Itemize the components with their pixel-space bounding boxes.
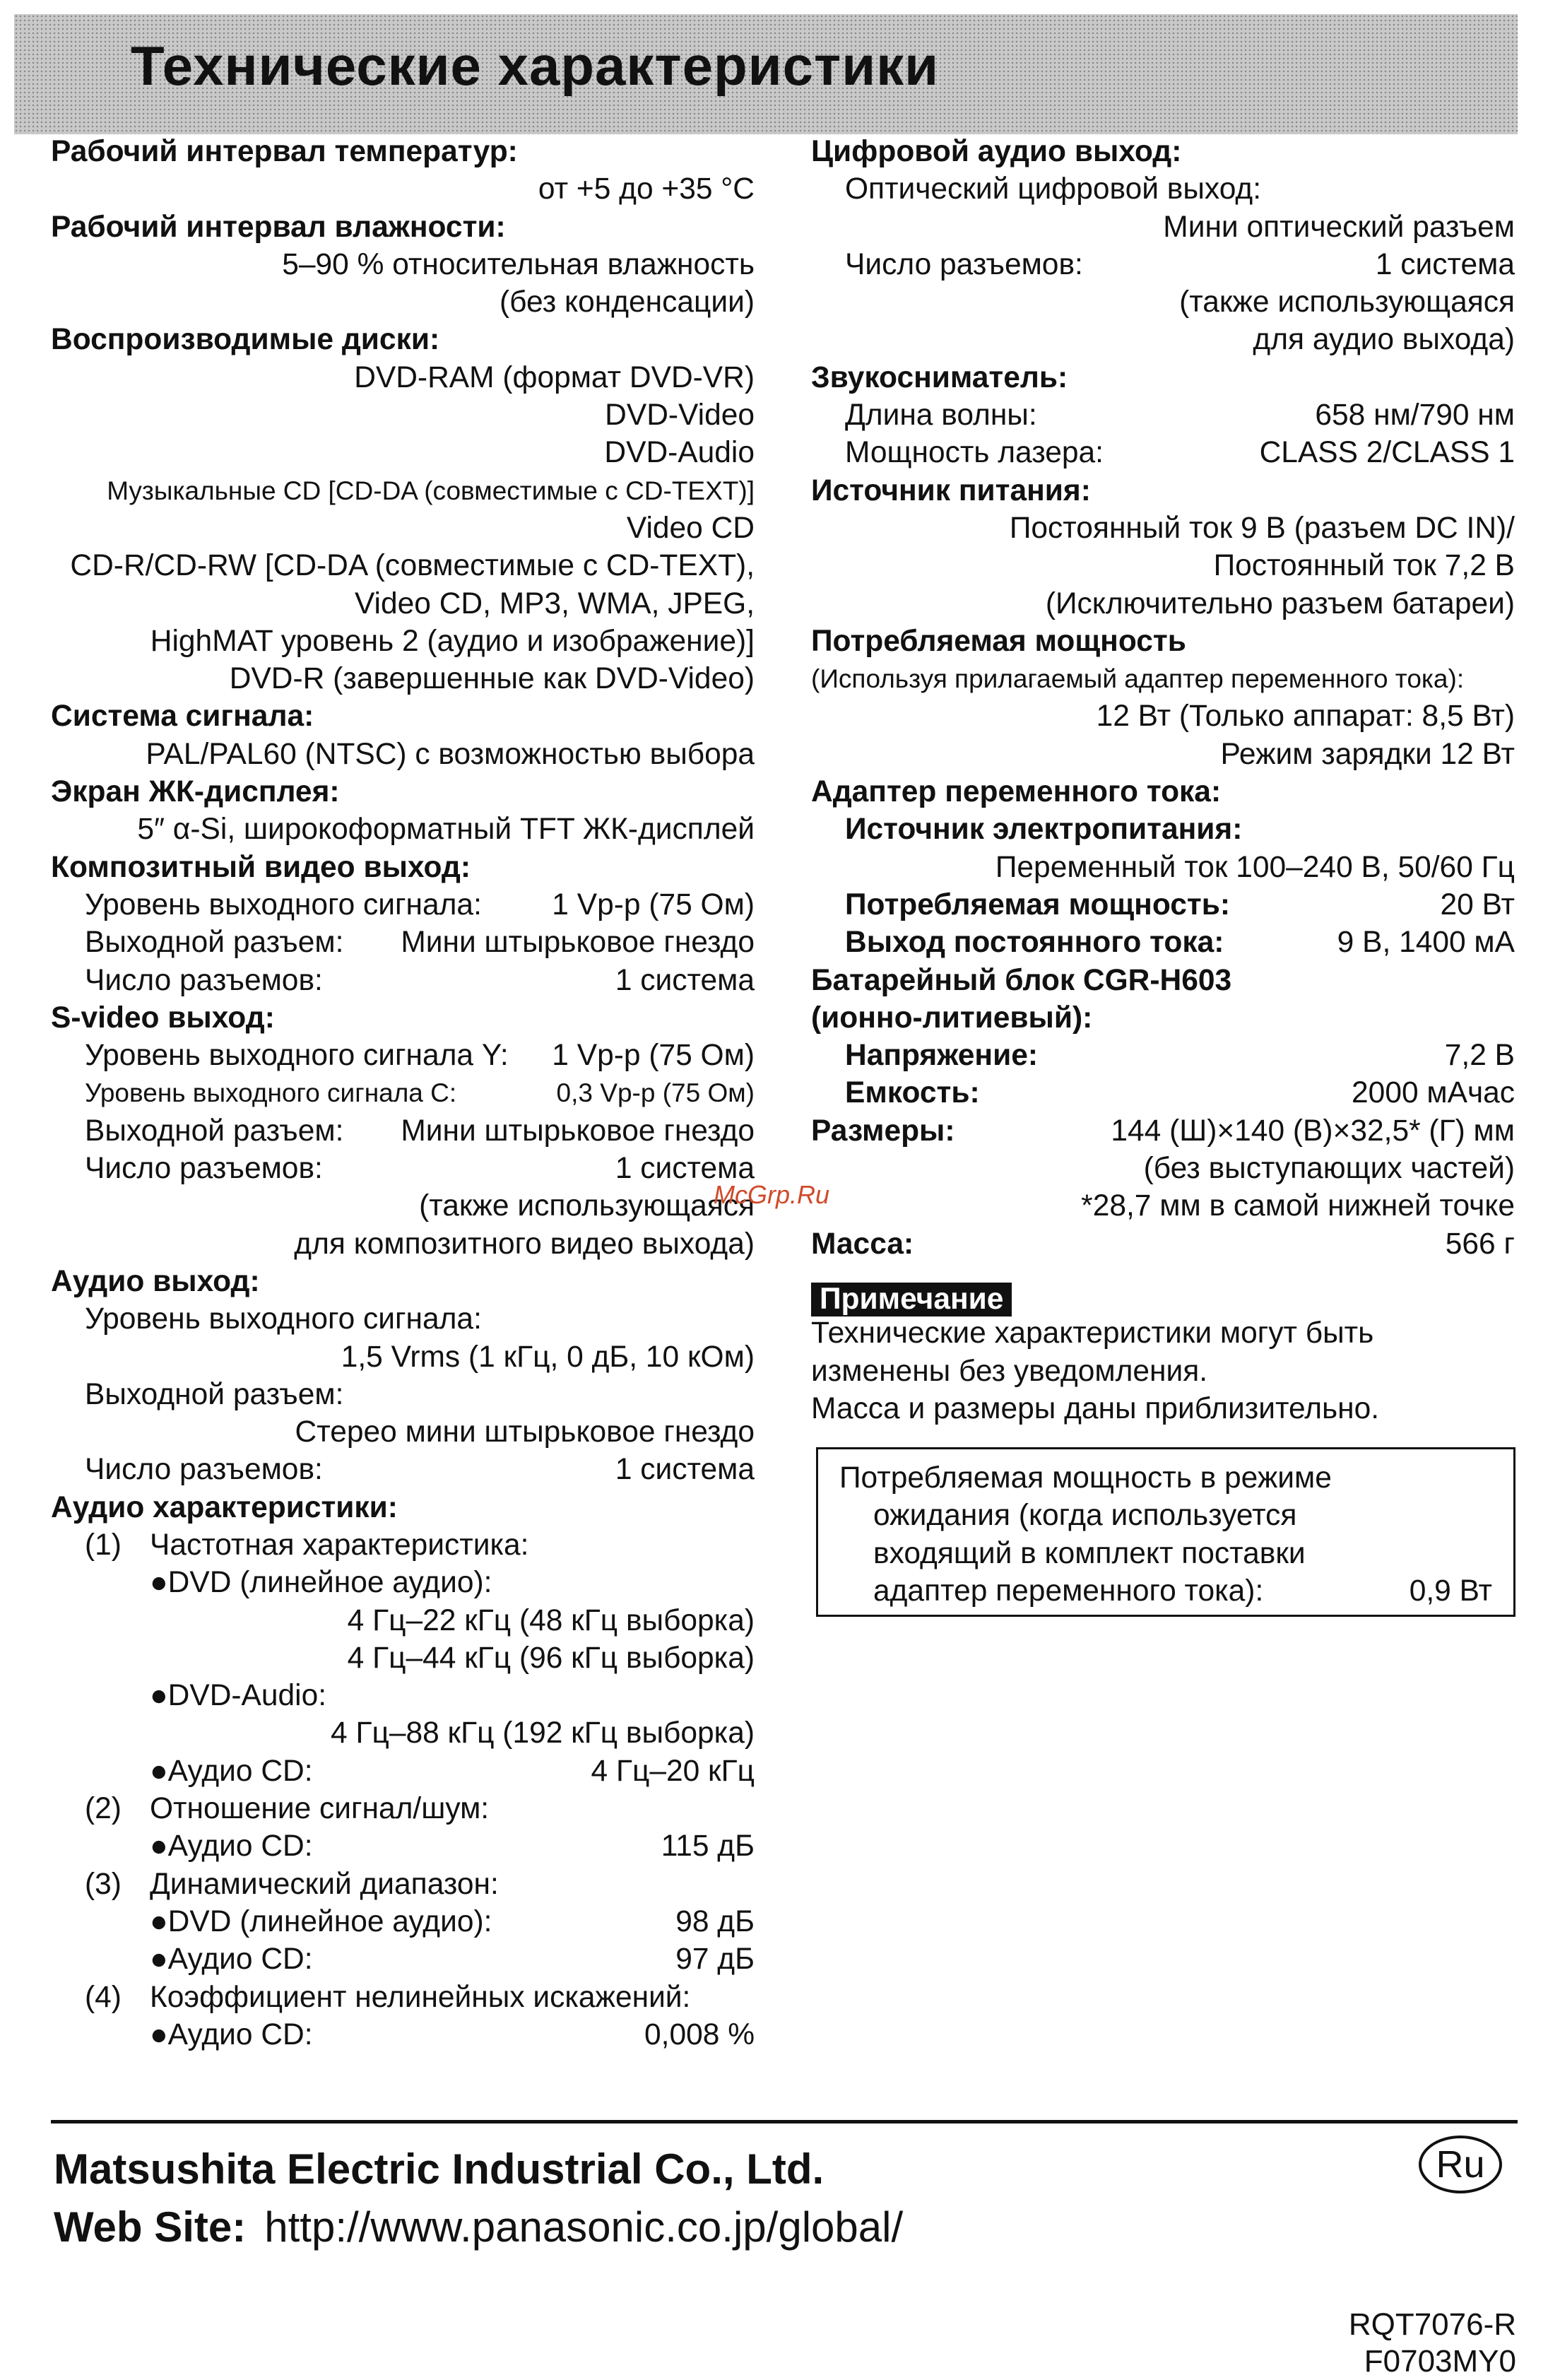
note-label: Примечание [811,1283,1012,1316]
label: Выходной разъем: [85,926,344,960]
disc-item: DVD-Video [605,399,755,432]
value: 0,3 Vp-p (75 Ом) [556,1078,755,1108]
power-source-value: Постоянный ток 9 В (разъем DC IN)/ [1009,511,1515,545]
consumption-heading: Потребляемая мощность [811,624,1186,658]
website-line [54,2199,903,2256]
consumption-value: Режим зарядки 12 Вт [1220,737,1515,771]
footer-rule [51,2120,1518,2123]
value: 1 Vp-p (75 Ом) [552,888,755,921]
svideo-heading: S-video выход: [51,1001,275,1035]
power-source-heading: Источник питания: [811,473,1091,507]
label: Уровень выходного сигнала Y: [85,1039,509,1073]
power-source-value: Постоянный ток 7,2 В [1213,549,1515,583]
dimensions-note: (без выступающих частей) [1143,1152,1515,1186]
audio-out-level-label: Уровень выходного сигнала: [85,1302,482,1336]
box-line: входящий в комплект поставки [873,1536,1306,1570]
thd-row [51,1979,755,2016]
note-text: Технические характеристики могут быть [811,1316,1374,1350]
value: Мини штырьковое гнездо [401,1114,755,1148]
disc-item: DVD-Audio [604,436,755,470]
box-line [839,1572,1492,1610]
freq-dvda-value: 4 Гц–88 кГц (192 кГц выборка) [331,1716,755,1750]
battery-heading: Батарейный блок CGR-H603 [811,963,1232,997]
value: 1 Vp-p (75 Ом) [552,1039,755,1073]
label: Динамический диапазон: [150,1867,499,1901]
digital-note: (также использующаяся [1179,285,1515,319]
signal-value: PAL/PAL60 (NTSC) с возможностью выбора [146,737,755,771]
mass-row [811,1225,1515,1263]
website-label: Web Site: [54,2203,247,2251]
label: Число разъемов: [85,963,323,997]
battery-capacity [811,1074,1515,1112]
company-name: Matsushita Electric Industrial Co., Ltd. [54,2145,825,2193]
disc-item: DVD-R (завершенные как DVD-Video) [229,662,755,696]
composite-level [51,886,755,924]
battery-heading-type: (ионно-литиевый): [811,1001,1093,1035]
ac-dc-output [811,924,1515,961]
power-source-value: (Исключительно разъем батареи) [1045,587,1515,620]
dimensions-row [811,1112,1515,1150]
label: Размеры: [811,1114,955,1148]
audio-out-connector-value: Стерео мини штырьковое гнездо [295,1415,755,1449]
label: Выход постоянного тока: [845,926,1224,960]
pickup-heading: Звукосниматель: [811,360,1068,394]
pickup-wave [811,396,1515,434]
value: CLASS 2/CLASS 1 [1259,436,1515,470]
composite-connector [51,924,755,961]
item-number: (4) [85,1980,122,2014]
composite-heading: Композитный видео выход: [51,850,471,884]
disc-item: CD-R/CD-RW [CD-DA (совместимые с CD-TEXT), [70,549,755,583]
label: Емкость: [845,1076,980,1110]
doc-code: F0703MY0 [1364,2344,1516,2379]
doc-code: RQT7076-R [1348,2307,1516,2342]
label: ●Аудио CD: [150,1943,313,1977]
ac-source-heading: Источник электропитания: [845,813,1243,847]
disc-item: Музыкальные CD [CD-DA (совместимые с CD-TEXT)] [107,476,755,505]
freq-cd-row [51,1752,755,1790]
label: Отношение сигнал/шум: [150,1792,490,1826]
svideo-note: (также использующаяся [419,1189,755,1223]
audio-out-count [51,1451,755,1488]
audio-char-heading: Аудио характеристики: [51,1490,398,1524]
disc-item: Video CD [626,511,755,545]
left-column [51,133,755,2054]
ac-adapter-heading: Адаптер переменного тока: [811,775,1222,809]
value: 566 г [1445,1227,1515,1261]
digital-optical-value: Мини оптический разъем [1163,210,1515,244]
freq-resp-row [51,1526,755,1564]
value: 20 Вт [1440,888,1515,921]
right-column [811,133,1515,1427]
label: Коэффициент нелинейных искажений: [150,1980,691,2014]
value: 144 (Ш)×140 (В)×32,5* (Г) мм [1111,1114,1515,1148]
svideo-note: для композитного видео выхода) [294,1227,755,1261]
humidity-heading: Рабочий интервал влажности: [51,210,506,244]
value: 1 система [1375,247,1515,281]
freq-dvd-label: ●DVD (линейное аудио): [150,1566,492,1600]
dr-cd-row [51,1940,755,1978]
label: Уровень выходного сигнала: [85,888,482,921]
digital-count [811,246,1515,283]
note-text: Масса и размеры даны приблизительно. [811,1391,1380,1425]
disc-item: Video CD, MP3, WMA, JPEG, [354,587,755,620]
label: Потребляемая мощность: [845,888,1230,921]
value: 115 дБ [661,1830,755,1863]
label: Напряжение: [845,1039,1038,1073]
disc-item: DVD-RAM (формат DVD-VR) [354,360,755,394]
digital-note: для аудио выхода) [1253,323,1515,357]
freq-dvda-label: ●DVD-Audio: [150,1679,327,1713]
value: 0,9 Вт [1409,1574,1492,1608]
consumption-value: 12 Вт (Только аппарат: 8,5 Вт) [1096,700,1515,734]
label: Мощность лазера: [845,436,1104,470]
digital-optical-label: Оптический цифровой выход: [845,172,1262,206]
audio-out-heading: Аудио выход: [51,1264,260,1298]
dimensions-note: *28,7 мм в самой нижней точке [1081,1189,1515,1223]
value: 9 В, 1400 мА [1337,926,1515,960]
label: Число разъемов: [845,247,1083,281]
item-number: (2) [85,1792,122,1826]
audio-out-connector-label: Выходной разъем: [85,1377,344,1411]
label: Число разъемов: [85,1152,323,1186]
label: Уровень выходного сигнала C: [85,1078,457,1108]
value: 2000 мАчас [1352,1076,1515,1110]
box-line: ожидания (когда используется [873,1499,1297,1533]
item-number: (1) [85,1528,122,1562]
disc-item: HighMAT уровень 2 (аудио и изображение)] [150,624,755,658]
value: 1 система [615,963,755,997]
thd-cd-row [51,2016,755,2054]
lcd-value: 5″ α-Si, широкоформатный TFT ЖК-дисплей [137,813,755,847]
label: Частотная характеристика: [150,1528,529,1562]
box-line: Потребляемая мощность в режиме [839,1461,1332,1495]
value: 97 дБ [675,1943,755,1977]
value: 1 система [615,1453,755,1487]
label: Число разъемов: [85,1453,323,1487]
value: 7,2 В [1444,1039,1515,1073]
label: ●Аудио CD: [150,2017,313,2051]
composite-count [51,962,755,999]
label: Выходной разъем: [85,1114,344,1148]
humidity-value: 5–90 % относительная влажность [282,247,755,281]
note-text: изменены без уведомления. [811,1354,1208,1388]
language-badge: Ru [1419,2135,1502,2193]
audio-out-level-value: 1,5 Vrms (1 кГц, 0 дБ, 10 кОм) [341,1340,755,1374]
label: Масса: [811,1227,914,1261]
pickup-power [811,434,1515,471]
svideo-c-level [51,1074,755,1112]
note-label-row [811,1277,1515,1314]
humidity-note: (без конденсации) [500,285,755,319]
value: 98 дБ [675,1904,755,1938]
freq-dvd-value: 4 Гц–22 кГц (48 кГц выборка) [347,1603,755,1637]
temp-heading: Рабочий интервал температур: [51,135,518,168]
website-url[interactable]: http://www.panasonic.co.jp/global/ [264,2203,904,2251]
label: ●Аудио CD: [150,1754,313,1788]
signal-heading: Система сигнала: [51,700,314,734]
item-number: (3) [85,1867,122,1901]
value: 658 нм/790 нм [1315,399,1515,432]
label: адаптер переменного тока): [873,1574,1264,1608]
label: ●Аудио CD: [150,1830,313,1863]
svideo-connector [51,1112,755,1150]
standby-power-box [816,1447,1515,1617]
value: 1 система [615,1152,755,1186]
digital-heading: Цифровой аудио выход: [811,135,1182,168]
watermark: McGrp.Ru [714,1180,830,1209]
value: 0,008 % [644,2017,755,2051]
dr-row [51,1866,755,1903]
value: 4 Гц–20 кГц [591,1754,755,1788]
freq-dvd-value: 4 Гц–44 кГц (96 кГц выборка) [347,1641,755,1675]
temp-value: от +5 до +35 °C [538,172,755,206]
ac-consumption [811,886,1515,924]
label: ●DVD (линейное аудио): [150,1904,492,1938]
battery-voltage [811,1037,1515,1074]
ac-source-value: Переменный ток 100–240 В, 50/60 Гц [995,850,1515,884]
label: Длина волны: [845,399,1037,432]
discs-heading: Воспроизводимые диски: [51,323,440,357]
page-title: Технические характеристики [131,35,940,97]
snr-cd-row [51,1827,755,1865]
dr-dvd-row [51,1903,755,1940]
value: Мини штырьковое гнездо [401,926,755,960]
consumption-sub: (Используя прилагаемый адаптер переменного тока): [811,664,1465,694]
snr-row [51,1790,755,1827]
svideo-y-level [51,1037,755,1074]
lcd-heading: Экран ЖК-дисплея: [51,775,340,809]
svideo-count [51,1150,755,1187]
